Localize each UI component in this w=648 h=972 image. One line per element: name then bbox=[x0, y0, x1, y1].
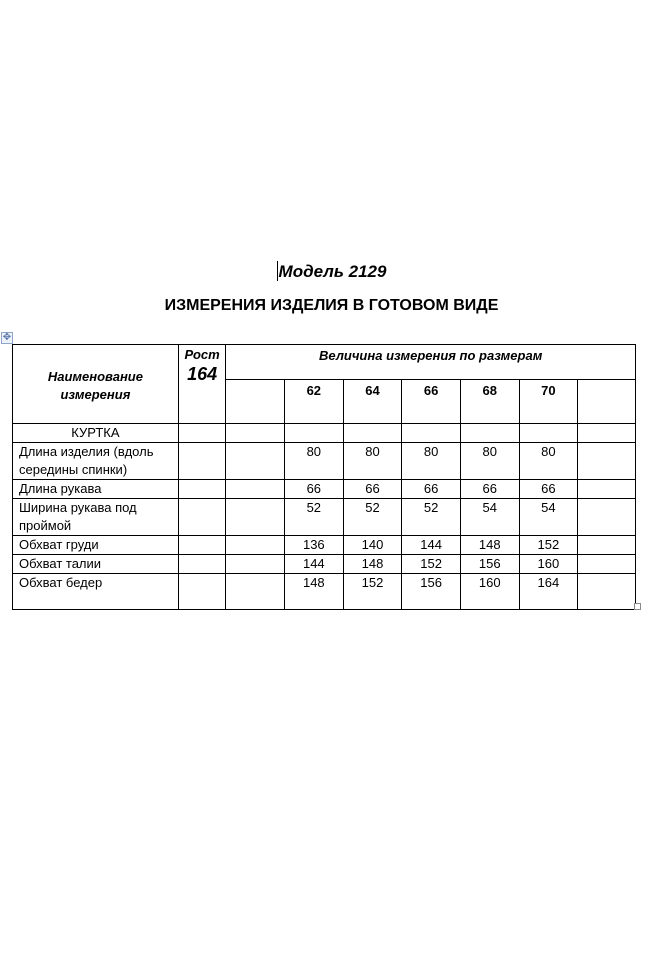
empty-cell bbox=[578, 424, 636, 443]
value-cell: 160 bbox=[519, 555, 578, 574]
value-cell: 80 bbox=[519, 443, 578, 480]
text-cursor bbox=[277, 261, 278, 281]
empty-cell bbox=[578, 555, 636, 574]
value-cell: 152 bbox=[519, 536, 578, 555]
model-title bbox=[0, 261, 648, 282]
empty-cell bbox=[578, 536, 636, 555]
value-cell: 156 bbox=[402, 574, 461, 610]
value-cell: 148 bbox=[460, 536, 519, 555]
size-header-extra bbox=[578, 380, 636, 424]
value-cell: 140 bbox=[343, 536, 402, 555]
empty-cell bbox=[578, 480, 636, 499]
size-header: 64 bbox=[343, 380, 402, 424]
value-cell: 160 bbox=[460, 574, 519, 610]
empty-cell bbox=[178, 536, 226, 555]
column-header-rost bbox=[178, 345, 226, 424]
column-group-header: Величина измерения по размерам bbox=[226, 345, 636, 380]
size-header: 62 bbox=[285, 380, 344, 424]
empty-cell bbox=[226, 499, 285, 536]
empty-cell bbox=[578, 574, 636, 610]
value-cell: 148 bbox=[343, 555, 402, 574]
value-cell: 144 bbox=[402, 536, 461, 555]
empty-cell bbox=[226, 574, 285, 610]
empty-cell bbox=[578, 443, 636, 480]
value-cell: 66 bbox=[519, 480, 578, 499]
empty-cell bbox=[402, 424, 461, 443]
section-row bbox=[13, 424, 636, 443]
document-title: ИЗМЕРЕНИЯ ИЗДЕЛИЯ В ГОТОВОМ ВИДЕ bbox=[164, 297, 499, 314]
row-label: Длина изделия (вдоль середины спинки) bbox=[13, 443, 179, 480]
value-cell: 136 bbox=[285, 536, 344, 555]
move-icon[interactable]: ✥ bbox=[2, 332, 12, 343]
empty-cell bbox=[285, 424, 344, 443]
value-cell: 66 bbox=[343, 480, 402, 499]
model-title-text: Модель 2129 bbox=[278, 262, 387, 281]
rost-value: 164 bbox=[187, 364, 218, 384]
empty-cell bbox=[178, 480, 226, 499]
table-row bbox=[13, 536, 636, 555]
table-row bbox=[13, 480, 636, 499]
value-cell: 80 bbox=[460, 443, 519, 480]
value-cell: 52 bbox=[343, 499, 402, 536]
section-label: КУРТКА bbox=[13, 424, 179, 443]
header-row-1 bbox=[13, 345, 636, 380]
empty-cell bbox=[226, 443, 285, 480]
empty-cell bbox=[519, 424, 578, 443]
empty-cell bbox=[178, 574, 226, 610]
value-cell: 52 bbox=[402, 499, 461, 536]
measurements-table bbox=[12, 344, 636, 610]
row-label: Длина рукава bbox=[13, 480, 179, 499]
empty-cell bbox=[178, 555, 226, 574]
value-cell: 66 bbox=[285, 480, 344, 499]
empty-cell bbox=[343, 424, 402, 443]
table-row bbox=[13, 443, 636, 480]
value-cell: 152 bbox=[343, 574, 402, 610]
value-cell: 144 bbox=[285, 555, 344, 574]
value-cell: 80 bbox=[343, 443, 402, 480]
empty-cell bbox=[178, 443, 226, 480]
empty-cell bbox=[226, 555, 285, 574]
empty-cell bbox=[226, 536, 285, 555]
row-label: Обхват груди bbox=[13, 536, 179, 555]
value-cell: 164 bbox=[519, 574, 578, 610]
value-cell: 66 bbox=[460, 480, 519, 499]
value-cell: 66 bbox=[402, 480, 461, 499]
value-cell: 54 bbox=[460, 499, 519, 536]
size-header: 66 bbox=[402, 380, 461, 424]
empty-cell bbox=[226, 480, 285, 499]
empty-cell bbox=[226, 424, 285, 443]
table-row bbox=[13, 555, 636, 574]
column-header-name: Наименование измерения bbox=[13, 345, 179, 424]
value-cell: 80 bbox=[402, 443, 461, 480]
row-label: Ширина рукава под проймой bbox=[13, 499, 179, 536]
table-row bbox=[13, 499, 636, 536]
size-header: 68 bbox=[460, 380, 519, 424]
row-label: Обхват талии bbox=[13, 555, 179, 574]
empty-cell bbox=[178, 499, 226, 536]
empty-cell bbox=[460, 424, 519, 443]
size-header: 70 bbox=[519, 380, 578, 424]
value-cell: 152 bbox=[402, 555, 461, 574]
empty-cell bbox=[578, 499, 636, 536]
row-label: Обхват бедер bbox=[13, 574, 179, 610]
value-cell: 148 bbox=[285, 574, 344, 610]
rost-label: Рост bbox=[184, 347, 220, 362]
value-cell: 80 bbox=[285, 443, 344, 480]
resize-handle-icon[interactable] bbox=[634, 603, 641, 610]
empty-cell bbox=[178, 424, 226, 443]
value-cell: 156 bbox=[460, 555, 519, 574]
table-row bbox=[13, 574, 636, 610]
size-header-blank bbox=[226, 380, 285, 424]
value-cell: 54 bbox=[519, 499, 578, 536]
value-cell: 52 bbox=[285, 499, 344, 536]
